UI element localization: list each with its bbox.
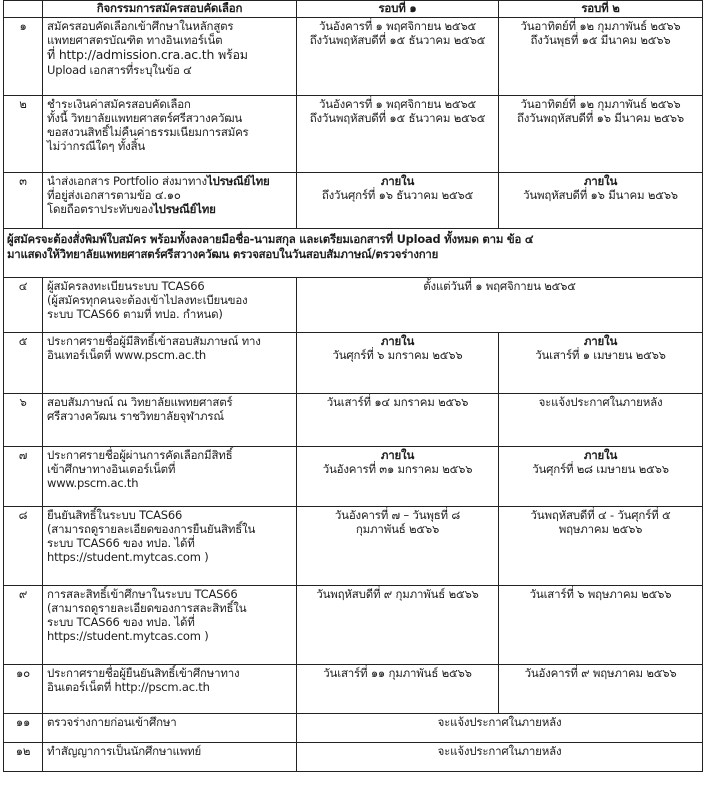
round-1-line: กุมภาพันธ์ ๒๕๖๖ <box>355 522 440 536</box>
round-2-heading: ภายใน <box>583 448 618 462</box>
round-2-line: วันพฤหัสบดีที่ ๔ - วันศุกร์ที่ ๕ <box>530 508 671 522</box>
activity-line: ระบบ TCAS66 ตามที่ ทปอ. กำหนด) <box>47 307 223 321</box>
row-number: ๑๐ <box>4 665 43 714</box>
activity-line: ไม่ว่ากรณีใดๆ ทั้งสิ้น <box>47 139 146 153</box>
row-activity <box>43 96 297 173</box>
row-both-rounds: จะแจ้งประกาศในภายหลัง <box>297 714 703 743</box>
activity-text: โดยถือตราประทับของ <box>47 202 154 216</box>
table-row <box>4 586 703 665</box>
schedule-table <box>3 0 703 772</box>
activity-line: ผู้สมัครลงทะเบียนระบบ TCAS66 <box>47 279 205 293</box>
round-2-line: วันเสาร์ที่ ๑ เมษายน ๒๕๖๖ <box>535 348 666 362</box>
row-number: ๑ <box>4 18 43 96</box>
row-number: ๕ <box>4 333 43 394</box>
row-activity <box>43 665 297 714</box>
row-round-1 <box>297 96 499 173</box>
activity-line: ที่ http://admission.cra.ac.th พร้อม <box>47 47 248 62</box>
note-line: ผู้สมัครจะต้องสั่งพิมพ์ใบสมัคร พร้อมทั้งลงลายมือชื่อ-นามสกุล และเตรียมเอกสารที่ Upload ทั้งหมด ตาม ข้อ ๔ <box>7 232 534 246</box>
activity-line: https://student.mytcas.com ) <box>47 629 209 643</box>
table-row <box>4 447 703 507</box>
activity-line: ประกาศรายชื่อผู้ผ่านการคัดเลือกมีสิทธิ์ <box>47 448 233 462</box>
round-1-line: วันอังคารที่ ๗ – วันพุธที่ ๘ <box>334 508 461 522</box>
row-round-1: วันพฤหัสบดีที่ ๙ กุมภาพันธ์ ๒๕๖๖ <box>297 586 499 665</box>
row-activity: ทำสัญญาการเป็นนักศึกษาแพทย์ <box>43 743 297 772</box>
row-round-2 <box>499 507 703 586</box>
row-number: ๙ <box>4 586 43 665</box>
row-activity <box>43 447 297 507</box>
row-activity <box>43 278 297 333</box>
row-round-2: วันอังคารที่ ๙ พฤษภาคม ๒๕๖๖ <box>499 665 703 714</box>
activity-line: สอบสัมภาษณ์ ณ วิทยาลัยแพทยศาสตร์ <box>47 395 233 409</box>
row-number: ๗ <box>4 447 43 507</box>
row-activity <box>43 18 297 96</box>
activity-line: ที่อยู่ส่งเอกสารตามข้อ ๔.๑๐ <box>47 188 181 202</box>
table-row <box>4 278 703 333</box>
activity-line: ศรีสวางควัฒน ราชวิทยาลัยจุฬาภรณ์ <box>47 409 224 423</box>
applicant-note <box>4 229 703 278</box>
table-row <box>4 394 703 447</box>
header-round-2: รอบที่ ๒ <box>499 1 703 18</box>
activity-line: แพทยศาสตรบัณฑิต ทางอินเทอร์เน็ต <box>47 33 223 47</box>
activity-line: ชำระเงินค่าสมัครสอบคัดเลือก <box>47 97 191 111</box>
row-round-2 <box>499 447 703 507</box>
thai-post-emphasis: ไปรษณีย์ไทย <box>206 174 270 188</box>
row-activity <box>43 173 297 229</box>
table-header-row <box>4 1 703 18</box>
table-row <box>4 173 703 229</box>
round-2-heading: ภายใน <box>583 334 618 348</box>
table-row <box>4 743 703 772</box>
activity-line: การสละสิทธิ์เข้าศึกษาในระบบ TCAS66 <box>47 587 238 601</box>
round-1-heading: ภายใน <box>380 334 415 348</box>
activity-line: ระบบ TCAS66 ของ ทปอ. ได้ที่ <box>47 536 195 550</box>
row-number: ๘ <box>4 507 43 586</box>
round-1-line: ถึงวันพฤหัสบดีที่ ๑๕ ธันวาคม ๒๕๖๕ <box>309 33 486 47</box>
activity-line: ประกาศรายชื่อผู้มีสิทธิ์เข้าสอบสัมภาษณ์ ทาง <box>47 334 261 348</box>
round-2-line: ถึงวันพุธที่ ๑๕ มีนาคม ๒๕๖๖ <box>530 33 671 47</box>
activity-line: เข้าศึกษาทางอินเตอร์เน็ตที่ <box>47 462 176 476</box>
row-activity: ตรวจร่างกายก่อนเข้าศึกษา <box>43 714 297 743</box>
activity-text: นำส่งเอกสาร Portfolio ส่งมาทาง <box>47 174 207 188</box>
row-round-1: วันเสาร์ที่ ๑๔ มกราคม ๒๕๖๖ <box>297 394 499 447</box>
table-row <box>4 507 703 586</box>
round-2-line: วันศุกร์ที่ ๒๘ เมษายน ๒๕๖๖ <box>532 462 669 476</box>
round-1-heading: ภายใน <box>380 174 415 188</box>
activity-line: อินเตอร์เน็ตที่ http://pscm.ac.th <box>47 680 210 694</box>
header-activity: กิจกรรมการสมัครสอบคัดเลือก <box>43 1 297 18</box>
row-round-2 <box>499 96 703 173</box>
row-round-1 <box>297 507 499 586</box>
round-1-heading: ภายใน <box>380 448 415 462</box>
round-2-line: วันอาทิตย์ที่ ๑๒ กุมภาพันธ์ ๒๕๖๖ <box>520 19 681 33</box>
row-activity <box>43 507 297 586</box>
row-activity <box>43 394 297 447</box>
row-round-2 <box>499 333 703 394</box>
round-2-line: ถึงวันพฤหัสบดีที่ ๑๖ มีนาคม ๒๕๖๖ <box>516 111 684 125</box>
activity-line: (ผู้สมัครทุกคนจะต้องเข้าไปลงทะเบียนของ <box>47 293 248 307</box>
row-number: ๑๑ <box>4 714 43 743</box>
round-1-line: ถึงวันพฤหัสบดีที่ ๑๕ ธันวาคม ๒๕๖๕ <box>309 111 486 125</box>
activity-line: ขอสงวนสิทธิ์ไม่คืนค่าธรรมเนียมการสมัคร <box>47 125 249 139</box>
activity-line: ประกาศรายชื่อผู้ยืนยันสิทธิ์เข้าศึกษาทาง <box>47 666 240 680</box>
round-1-line: วันอังคารที่ ๓๑ มกราคม ๒๕๖๖ <box>322 462 473 476</box>
activity-line: ทั้งนี้ วิทยาลัยแพทยศาสตร์ศรีสวางควัฒน <box>47 111 243 125</box>
round-1-line: ถึงวันศุกร์ที่ ๑๖ ธันวาคม ๒๕๖๕ <box>321 188 474 202</box>
activity-line: (สามารถดูรายละเอียดของการยืนยันสิทธิ์ใน <box>47 522 256 536</box>
row-both-rounds: จะแจ้งประกาศในภายหลัง <box>297 743 703 772</box>
row-number: ๒ <box>4 96 43 173</box>
note-row <box>4 229 703 278</box>
round-1-line: วันอังคารที่ ๑ พฤศจิกายน ๒๕๖๕ <box>318 19 477 33</box>
round-2-heading: ภายใน <box>583 174 618 188</box>
activity-line: (สามารถดูรายละเอียดของการสละสิทธิ์ใน <box>47 601 247 615</box>
activity-line: สมัครสอบคัดเลือกเข้าศึกษาในหลักสูตร <box>47 19 234 33</box>
activity-line: อินเทอร์เน็ตที่ www.pscm.ac.th <box>47 348 206 362</box>
table-row <box>4 665 703 714</box>
row-round-2 <box>499 18 703 96</box>
header-blank <box>4 1 43 18</box>
row-both-rounds: ตั้งแต่วันที่ ๑ พฤศจิกายน ๒๕๖๕ <box>297 278 703 333</box>
row-activity <box>43 586 297 665</box>
row-number: ๓ <box>4 173 43 229</box>
row-round-2 <box>499 173 703 229</box>
round-2-line: พฤษภาคม ๒๕๖๖ <box>558 522 643 536</box>
activity-line: www.pscm.ac.th <box>47 476 139 490</box>
activity-line: https://student.mytcas.com ) <box>47 550 209 564</box>
row-number: ๖ <box>4 394 43 447</box>
row-round-1 <box>297 447 499 507</box>
row-number: ๔ <box>4 278 43 333</box>
row-activity <box>43 333 297 394</box>
row-round-1: วันเสาร์ที่ ๑๑ กุมภาพันธ์ ๒๕๖๖ <box>297 665 499 714</box>
table-row <box>4 18 703 96</box>
round-1-line: วันอังคารที่ ๑ พฤศจิกายน ๒๕๖๕ <box>318 97 477 111</box>
row-number: ๑๒ <box>4 743 43 772</box>
table-row <box>4 714 703 743</box>
thai-post-emphasis: ไปรษณีย์ไทย <box>153 202 216 216</box>
round-2-line: วันพฤหัสบดีที่ ๑๖ มีนาคม ๒๕๖๖ <box>523 188 678 202</box>
row-round-2: วันเสาร์ที่ ๖ พฤษภาคม ๒๕๖๖ <box>499 586 703 665</box>
activity-line <box>47 174 292 188</box>
activity-line: ระบบ TCAS66 ของ ทปอ. ได้ที่ <box>47 615 195 629</box>
table-row <box>4 96 703 173</box>
activity-line: ยืนยันสิทธิ์ในระบบ TCAS66 <box>47 508 183 522</box>
header-round-1: รอบที่ ๑ <box>297 1 499 18</box>
round-1-line: วันศุกร์ที่ ๖ มกราคม ๒๕๖๖ <box>332 348 463 362</box>
row-round-1 <box>297 333 499 394</box>
row-round-1 <box>297 173 499 229</box>
round-2-line: วันอาทิตย์ที่ ๑๒ กุมภาพันธ์ ๒๕๖๖ <box>520 97 681 111</box>
row-round-1 <box>297 18 499 96</box>
activity-line <box>47 202 292 216</box>
row-round-2: จะแจ้งประกาศในภายหลัง <box>499 394 703 447</box>
activity-line: Upload เอกสารที่ระบุในข้อ ๔ <box>47 63 192 77</box>
note-line: มาแสดงให้วิทยาลัยแพทยศาสตร์ศรีสวางควัฒน ตรวจสอบในวันสอบสัมภาษณ์/ตรวจร่างกาย <box>7 247 439 261</box>
table-row <box>4 333 703 394</box>
